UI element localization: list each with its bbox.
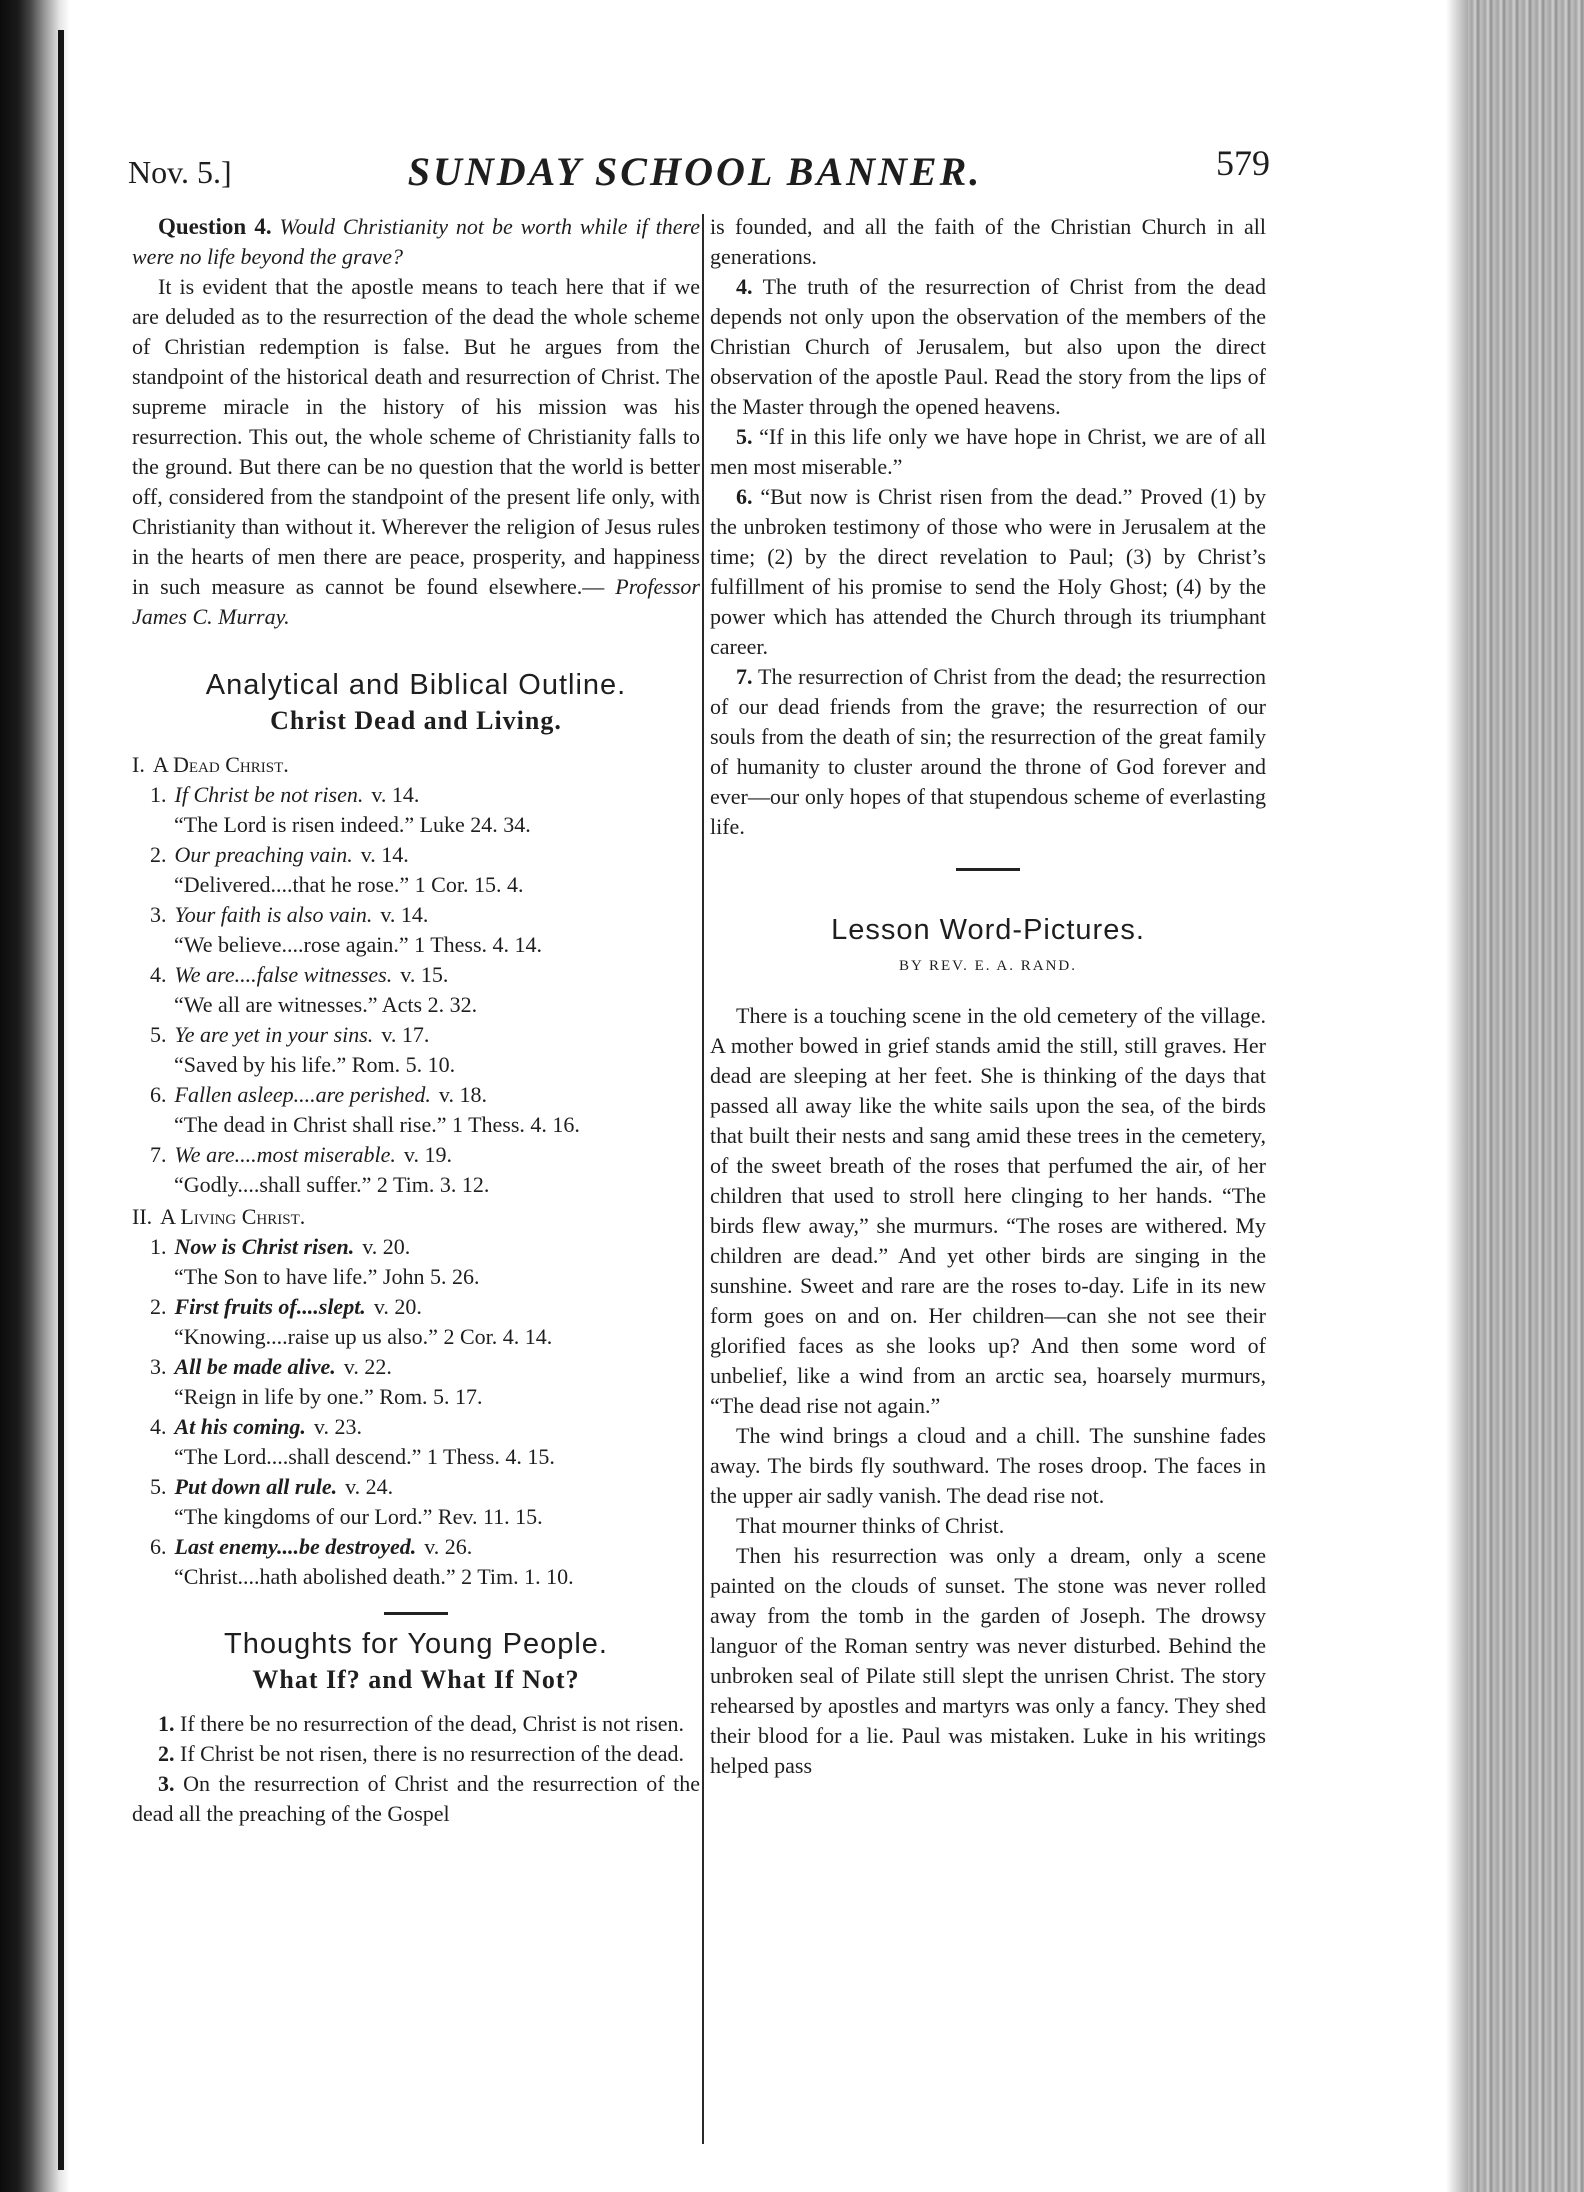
outline-item-text: If Christ be not risen.	[174, 782, 364, 807]
thoughts-subheading: What If? and What If Not?	[252, 1665, 580, 1694]
thought-3	[132, 1769, 700, 1829]
outline-item-verse: v. 23.	[313, 1414, 362, 1439]
thought-5	[710, 422, 1266, 482]
word-pictures-paragraph: Then his resurrection was only a dream, only a scene painted on the clouds of sunset. The stone was never rolled away from the tomb in the garden of Joseph. The drowsy languor of the Roman sentry was never disturbed. Behind the unbroken seal of Pilate still slept the unrisen Christ. The story rehearsed by apostles and martyrs was only a fancy. They shed their blood for a lie. Paul was mistaken. Luke in his writings helped pass	[710, 1543, 1266, 1778]
outline-item-number: 3.	[150, 902, 167, 927]
outline-item-number: 7.	[150, 1142, 167, 1167]
outline-item	[132, 1232, 700, 1262]
outline-section-numeral: I.	[132, 752, 145, 777]
word-pictures-paragraph: That mourner thinks of Christ.	[736, 1513, 1005, 1538]
thought-number: 7.	[736, 664, 753, 689]
thought-7	[710, 662, 1266, 842]
outline-scripture-reference: “We believe....rose again.” 1 Thess. 4. 14.	[174, 932, 543, 957]
outline-item-text: We are....false witnesses.	[174, 962, 393, 987]
word-pictures-paragraph: There is a touching scene in the old cemetery of the village. A mother bowed in grief stands amid the still, still graves. Her dead are sleeping at her feet. She is thinking of the days that passed all away like the white sails upon the sea, of the birds that built their nests and sang amid these trees in the cemetery, of the sweet breath of the roses that perfumed the air, of her children that used to stroll here clinging to her hands. “The birds flew away,” she murmurs. “The roses are withered. My children are dead.” And yet other birds are singing in the sunshine. Sweet and rare are the roses to-day. Life in its new form goes on and on. Her children—can she not see their glorified faces as she looks up? And then some word of unbelief, like a wind from an arctic sea, hoarsely murmurs, “The dead rise not again.”	[710, 1003, 1266, 1418]
outline-section-numeral: II.	[132, 1204, 153, 1229]
thought-text: “But now is Christ risen from the dead.” Proved (1) by the unbroken testimony of those who were in Jerusalem at the time; (2) by the direct revelation to Paul; (3) by Christ’s fulfillment of his promise to send the Holy Ghost; (4) by the power which has attended the Church through its triumphant career.	[710, 484, 1267, 659]
outline-heading: Analytical and Biblical Outline.	[205, 669, 627, 701]
outline-item-text: First fruits of....slept.	[174, 1294, 366, 1319]
publication-title: SUNDAY SCHOOL BANNER.	[407, 149, 983, 194]
thought-2	[132, 1739, 700, 1769]
thought-text: On the resurrection of Christ and the resurrection of the dead all the preaching of the Gospel	[132, 1771, 701, 1826]
answer-text: It is evident that the apostle means to teach here that if we are deluded as to the resurrection of the dead the whole scheme of Christian redemption is false. But he argues from the standpoint of the historical death and resurrection of Christ. The supreme miracle in the history of his mission was his resurrection. This out, the whole scheme of Christianity falls to the ground. But there can be no question that the world is better off, considered from the standpoint of the present life only, with Christianity than without it. Wherever the religion of Jesus rules in the hearts of men there are peace, prosperity, and happiness in such measure as cannot be found elsewhere.—	[132, 274, 700, 599]
answer-signature: Professor James C. Murray.	[132, 574, 700, 629]
word-pictures-byline: BY REV. E. A. RAND.	[898, 958, 1078, 974]
outline-item-verse: v. 19.	[403, 1142, 452, 1167]
outline-scripture-reference: “The Son to have life.” John 5. 26.	[174, 1264, 480, 1289]
issue-date: Nov. 5.]	[128, 154, 232, 190]
outline-item-number: 3.	[150, 1354, 167, 1379]
outline-scripture-reference: “Delivered....that he rose.” 1 Cor. 15. 4.	[174, 872, 524, 897]
outline-item-verse: v. 20.	[362, 1234, 411, 1259]
thought-number: 6.	[736, 484, 753, 509]
outline-scripture-reference: “Godly....shall suffer.” 2 Tim. 3. 12.	[174, 1172, 490, 1197]
outline-item-text: All be made alive.	[174, 1354, 336, 1379]
outline-scripture-reference: “The dead in Christ shall rise.” 1 Thess. 4. 16.	[174, 1112, 580, 1137]
question-label: Question 4.	[158, 214, 272, 239]
outline-item	[132, 1352, 700, 1382]
outline-scripture-reference: “Reign in life by one.” Rom. 5. 17.	[174, 1384, 483, 1409]
outline-item-verse: v. 18.	[438, 1082, 487, 1107]
left-column	[132, 212, 700, 1829]
thought-number: 3.	[158, 1771, 175, 1796]
page	[120, 112, 1270, 2152]
outline-scripture-reference: “The Lord....shall descend.” 1 Thess. 4. 15.	[174, 1444, 555, 1469]
outline-item-verse: v. 17.	[381, 1022, 430, 1047]
outline-item-text: Our preaching vain.	[174, 842, 353, 867]
thought-text: If there be no resurrection of the dead, Christ is not risen.	[180, 1711, 685, 1736]
outline-scripture-reference: “We all are witnesses.” Acts 2. 32.	[174, 992, 478, 1017]
thought-4	[710, 272, 1266, 422]
outline-item-text: Fallen asleep....are perished.	[174, 1082, 431, 1107]
outline-scripture-reference: “The kingdoms of our Lord.” Rev. 11. 15.	[174, 1504, 543, 1529]
outline-item-number: 2.	[150, 1294, 167, 1319]
thought-text: “If in this life only we have hope in Christ, we are of all men most miserable.”	[710, 424, 1267, 479]
outline-item-text: At his coming.	[174, 1414, 306, 1439]
outline-item	[132, 780, 700, 810]
question-4	[132, 212, 700, 272]
thought-6	[710, 482, 1266, 662]
outline-section-title: A Living Christ.	[160, 1204, 306, 1229]
thought-text: The resurrection of Christ from the dead; the resurrection of our dead friends from the grave; the resurrection of our souls from the death of sin; the resurrection of the great family of humanity to cluster around the throne of God forever and ever—our only hopes of that stupendous scheme of everlasting life.	[710, 664, 1266, 839]
outline-item	[132, 1412, 700, 1442]
word-pictures-paragraph: The wind brings a cloud and a chill. The sunshine fades away. The birds fly southward. The roses droop. The faces in the upper air sadly vanish. The dead rise not.	[710, 1423, 1266, 1508]
thoughts-heading: Thoughts for Young People.	[224, 1628, 608, 1660]
outline-item-verse: v. 15.	[400, 962, 449, 987]
outline-item-verse: v. 22.	[343, 1354, 392, 1379]
outline-section-title: A Dead Christ.	[152, 752, 289, 777]
outline-item	[132, 1020, 700, 1050]
outline-item	[132, 1140, 700, 1170]
thought-number: 2.	[158, 1741, 175, 1766]
outline-item-number: 4.	[150, 1414, 167, 1439]
continued-paragraph: is founded, and all the faith of the Christian Church in all generations.	[710, 214, 1266, 269]
thought-1	[132, 1709, 700, 1739]
thought-text: If Christ be not risen, there is no resurrection of the dead.	[180, 1741, 685, 1766]
outline-item-text: Ye are yet in your sins.	[174, 1022, 374, 1047]
outline-item	[132, 1080, 700, 1110]
outline-section-heading	[132, 750, 700, 780]
outline-list	[132, 750, 700, 1592]
outline-item-verse: v. 24.	[345, 1474, 394, 1499]
outline-section-heading	[132, 1202, 700, 1232]
outline-scripture-reference: “Saved by his life.” Rom. 5. 10.	[174, 1052, 456, 1077]
outline-item	[132, 1472, 700, 1502]
outline-item-verse: v. 14.	[371, 782, 420, 807]
thought-text: The truth of the resurrection of Christ from the dead depends not only upon the observation of the members of the Christian Church of Jerusalem, but also upon the direct observation of the apostle Paul. Read the story from the lips of the Master through the opened heavens.	[710, 274, 1266, 419]
outline-item-number: 5.	[150, 1474, 167, 1499]
section-rule	[384, 1612, 448, 1615]
right-column	[710, 212, 1266, 1781]
outline-item	[132, 1292, 700, 1322]
outline-item-verse: v. 14.	[360, 842, 409, 867]
outline-item-text: Put down all rule.	[174, 1474, 338, 1499]
outline-item-number: 4.	[150, 962, 167, 987]
outline-item-verse: v. 20.	[373, 1294, 422, 1319]
book-spine-line	[58, 30, 64, 2170]
outline-item-verse: v. 26.	[424, 1534, 473, 1559]
question-text: Would Christianity not be worth while if there were no life beyond the grave?	[132, 214, 701, 269]
outline-item	[132, 1532, 700, 1562]
outline-item-number: 5.	[150, 1022, 167, 1047]
question-answer	[132, 272, 700, 632]
outline-item-text: Your faith is also vain.	[174, 902, 373, 927]
outline-scripture-reference: “Knowing....raise up us also.” 2 Cor. 4. 14.	[174, 1324, 553, 1349]
section-rule	[956, 868, 1020, 871]
outline-scripture-reference: “Christ....hath abolished death.” 2 Tim. 1. 10.	[174, 1564, 574, 1589]
outline-item-text: We are....most miserable.	[174, 1142, 396, 1167]
outline-item-number: 6.	[150, 1082, 167, 1107]
outline-item	[132, 960, 700, 990]
outline-item-text: Now is Christ risen.	[174, 1234, 355, 1259]
thought-number: 4.	[736, 274, 753, 299]
thought-number: 5.	[736, 424, 753, 449]
outline-scripture-reference: “The Lord is risen indeed.” Luke 24. 34.	[174, 812, 531, 837]
word-pictures-heading: Lesson Word-Pictures.	[831, 914, 1145, 946]
outline-subheading: Christ Dead and Living.	[270, 706, 562, 735]
outline-item-number: 1.	[150, 1234, 167, 1259]
outline-item-number: 6.	[150, 1534, 167, 1559]
thought-number: 1.	[158, 1711, 175, 1736]
outline-item-verse: v. 14.	[380, 902, 429, 927]
page-number: 579	[1216, 143, 1270, 183]
outline-item	[132, 840, 700, 870]
outline-item-number: 1.	[150, 782, 167, 807]
outline-item-number: 2.	[150, 842, 167, 867]
running-header	[120, 112, 1270, 194]
outline-item-text: Last enemy....be destroyed.	[174, 1534, 417, 1559]
column-divider	[702, 214, 704, 2144]
page-stack-edges	[1468, 0, 1584, 2192]
outline-item	[132, 900, 700, 930]
